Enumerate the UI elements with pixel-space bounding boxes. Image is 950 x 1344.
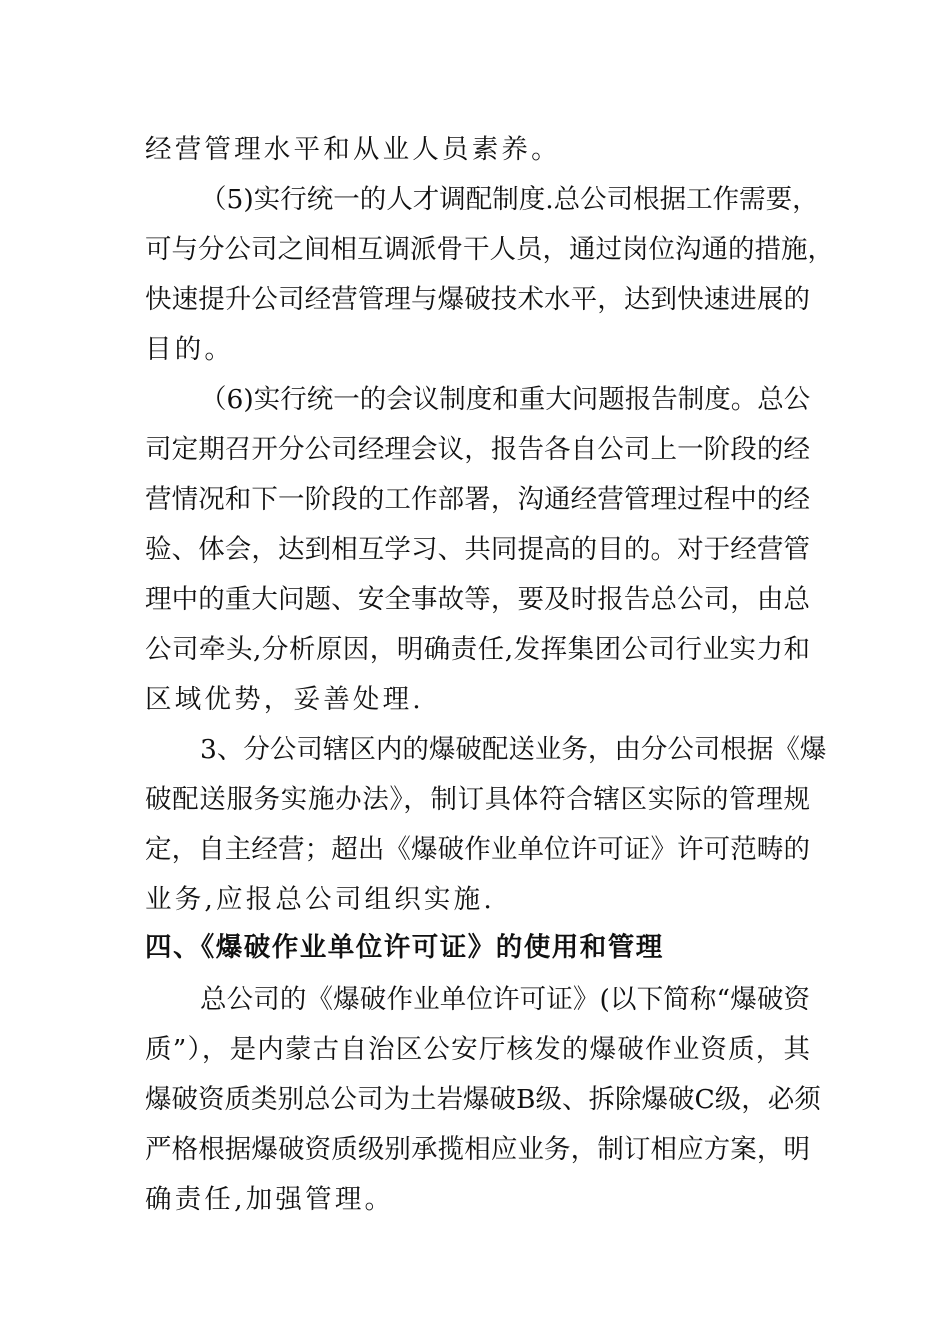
paragraph-line: 理中的重大问题、安全事故等，要及时报告总公司，由总 <box>145 584 810 615</box>
paragraph-line: 业务,应报总公司组织实施. <box>145 884 495 915</box>
paragraph-line: 目的。 <box>145 334 235 365</box>
paragraph-line: 爆破资质类别总公司为土岩爆破B级、拆除爆破C级，必须 <box>145 1084 821 1115</box>
paragraph-line: 3、分公司辖区内的爆破配送业务，由分公司根据《爆 <box>200 734 827 765</box>
paragraph-line: 经营管理水平和从业人员素养。 <box>145 134 561 165</box>
paragraph-line: 营情况和下一阶段的工作部署，沟通经营管理过程中的经 <box>145 484 810 515</box>
paragraph-line: 快速提升公司经营管理与爆破技术水平，达到快速进展的 <box>145 284 810 315</box>
paragraph-line: 确责任,加强管理。 <box>145 1184 395 1215</box>
paragraph-line: 区域优势，妥善处理. <box>145 684 424 715</box>
section-heading: 四、《爆破作业单位许可证》的使用和管理 <box>145 932 664 963</box>
paragraph-line: 公司牵头,分析原因，明确责任,发挥集团公司行业实力和 <box>145 634 810 665</box>
paragraph-line: 严格根据爆破资质级别承揽相应业务，制订相应方案，明 <box>145 1134 810 1165</box>
paragraph-line: 质”），是内蒙古自治区公安厅核发的爆破作业资质，其 <box>145 1034 810 1065</box>
paragraph-line: 可与分公司之间相互调派骨干人员，通过岗位沟通的措施， <box>145 234 834 265</box>
paragraph-line: 定，自主经营；超出《爆破作业单位许可证》许可范畴的 <box>145 834 810 865</box>
paragraph-line: 验、体会，达到相互学习、共同提高的目的。对于经营管 <box>145 534 810 565</box>
paragraph-line: 总公司的《爆破作业单位许可证》(以下简称“爆破资 <box>200 984 810 1015</box>
paragraph-line: 司定期召开分公司经理会议，报告各自公司上一阶段的经 <box>145 434 810 465</box>
paragraph-line: （5)实行统一的人才调配制度.总公司根据工作需要， <box>200 184 819 215</box>
paragraph-line: 破配送服务实施办法》，制订具体符合辖区实际的管理规 <box>145 784 810 815</box>
paragraph-line: （6)实行统一的会议制度和重大问题报告制度。总公 <box>200 384 811 415</box>
